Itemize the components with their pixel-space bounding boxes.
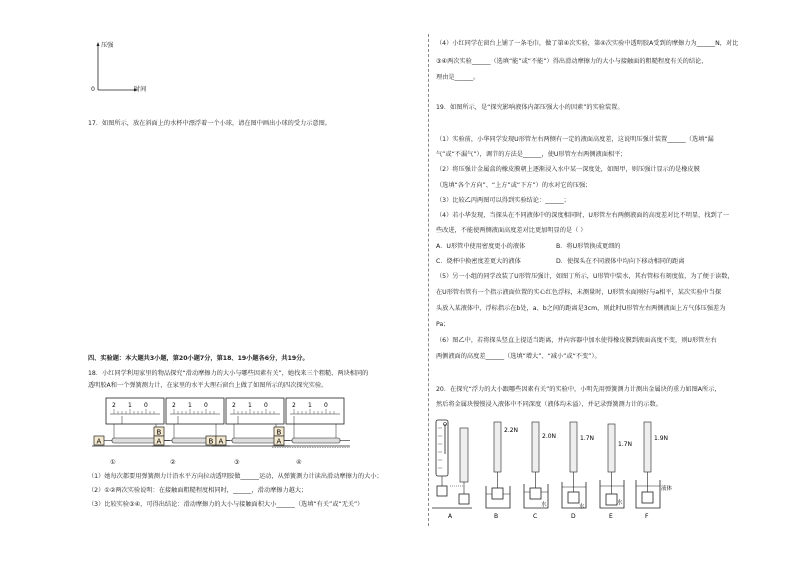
question-19-sub-5-line-1: （5）另一小组的同学改装了U形管压强计，如图丁所示，U形管中装水，其右管标有刻度值，为了便于读数， — [436, 273, 734, 280]
question-19-sub-1-line-2: 气”或“不漏气”），调节的方法是______，使U形管左右两侧液面相平； — [436, 151, 627, 158]
svg-text:0: 0 — [324, 402, 328, 409]
q20-setup-a — [432, 420, 472, 508]
svg-text:1: 1 — [248, 402, 252, 409]
q18-label-4: ④ — [296, 459, 302, 466]
question-19-intro: 19．如图所示，是“探究影响液体内部压强大小的因素”的实验装置。 — [436, 104, 624, 111]
y-axis-label: 压强 — [101, 42, 114, 49]
q20-label-f: F — [645, 513, 649, 520]
svg-text:2: 2 — [172, 402, 176, 409]
svg-text:2: 2 — [232, 402, 236, 409]
question-19-sub-1-line-1: （1）实验前，小华同学发现U形管左右两侧有一定的液面高度差，这说明压强计装置______（选填“漏 — [436, 136, 714, 143]
svg-text:0: 0 — [264, 402, 268, 409]
svg-text:B: B — [208, 437, 214, 446]
q20-water-d: 水 — [579, 504, 585, 510]
svg-text:A: A — [156, 437, 162, 446]
q20-reading-f: 1.9N — [654, 435, 669, 442]
question-18-sub-1: （1）她每次都要用弹簧测力计沿水平方向拉动透明胶做______运动，从弹簧测力计读出滑动摩擦力的大小； — [88, 473, 383, 480]
q18-figure-4 — [272, 394, 352, 458]
q20-setup-b — [486, 422, 510, 508]
tick-1: 1 — [128, 402, 132, 409]
svg-text:1: 1 — [308, 402, 312, 409]
svg-text:B: B — [156, 428, 162, 437]
svg-text:A: A — [276, 437, 282, 446]
q20-reading-b: 2.2N — [504, 427, 519, 434]
q20-liquid-f: 液体 — [661, 486, 673, 492]
svg-text:2: 2 — [292, 402, 296, 409]
q18-label-1: ① — [110, 459, 116, 466]
q20-label-d: D — [571, 513, 576, 520]
q20-setup-e — [600, 424, 624, 508]
q20-label-b: B — [494, 513, 499, 520]
tick-2: 2 — [112, 402, 116, 409]
question-20-intro-2: 然后将金属块慢慢浸入液体中不同深度（液体均未溢），并记录弹簧测力计的示数。 — [436, 401, 662, 408]
question-18-sub-4-line-1: （4）小红同学在窗台上铺了一条毛巾，做了第④次实验，第④次实验中透明胶A受到的摩擦力为______N，对比 — [436, 40, 739, 47]
column-divider — [428, 34, 429, 526]
question-19-sub-6-line-1: （6）图乙中，若将探头竖直上提适当距离，并向容器中加水使得橡皮膜到液面高度不变，则U形管左右 — [436, 337, 717, 344]
question-19-sub-3: （3）比较乙丙两图可以得到实验结论：______； — [436, 197, 570, 204]
question-19-sub-5-line-4: Pa； — [436, 321, 450, 328]
q20-water-c: 水 — [541, 502, 547, 508]
q20-reading-d: 1.7N — [580, 435, 595, 442]
block-a-label: A — [96, 437, 102, 446]
option-d: D．使探头在不同液体中均向下移动相同的距离 — [556, 258, 685, 265]
option-c: C．烧杯中换密度差更大的液体 — [436, 258, 521, 265]
question-18-sub-4-line-3: 理由是______。 — [436, 74, 480, 81]
question-19-sub-4-line-2: 些改进，不能使两侧液面高度差对比更加明显的是（ ） — [436, 227, 587, 234]
question-18-sub-2: （2）①②两次实验说明：在接触面粗糙程度相同时，______，滑动摩擦力越大； — [88, 487, 308, 494]
q20-reading-c: 2.0N — [542, 433, 557, 440]
question-18-intro-1: 18．小红同学利用家里的物品探究“滑动摩擦力的大小与哪些因素有关”，她找来三个粗糙、两块相同的 — [88, 370, 369, 377]
question-19-sub-4-line-1: （4）若小华发现，当探头在不同液体中的深度相同时，U形管左右两侧液面的高度差对比不明显，找到了一 — [436, 212, 730, 219]
q20-water-e: 水 — [617, 500, 623, 506]
q20-figure — [430, 414, 673, 520]
section-4-heading: 四、实验题：本大题共3小题，第20小题7分，第18、19小题各6分，共19分。 — [88, 355, 309, 362]
q18-label-3: ③ — [234, 459, 240, 466]
tick-0: 0 — [144, 402, 148, 409]
question-18-sub-4-line-2: ③④两次实验______（选填“能”或“不能”）得出滑动摩擦力的大小与接触面的粗糙程度有关的结论， — [436, 58, 708, 65]
q20-label-e: E — [609, 513, 613, 520]
svg-text:1: 1 — [188, 402, 192, 409]
y-axis-arrow — [97, 42, 100, 46]
question-18-sub-3: （3）比较实验③④，可得出结论：滑动摩擦力的大小与接触面积大小______（选填“有关”或“无关”） — [88, 501, 364, 508]
origin-label: 0 — [91, 86, 95, 93]
metal-block — [437, 486, 447, 496]
svg-text:B: B — [276, 428, 282, 437]
svg-text:0: 0 — [204, 402, 208, 409]
question-19-sub-2-line-2: （选填“各个方向”、“上方”或“下方”）的水对它的压强； — [436, 182, 592, 189]
option-b: B．将U形管换成更细的 — [556, 243, 621, 250]
question-19-sub-5-line-3: 头放入某液体中，浮标指示在b处，a、b之间的距离是3cm，则此时U形管左右两侧液面上方气体压强差为 — [436, 305, 726, 312]
q20-reading-e: 1.7N — [618, 441, 633, 448]
question-19-sub-5-line-2: 在U形管右管有一个指示液面位置的实心红色浮标，未测量时，U形管水面刚好与a相平，某次实验中当探 — [436, 289, 722, 296]
q18-label-2: ② — [170, 459, 176, 466]
svg-text:A: A — [218, 437, 224, 446]
question-20-intro-1: 20．在探究“浮力的大小跟哪些因素有关”的实验中，小明先用弹簧测力计测出金属块的重力如图A所示， — [436, 386, 721, 393]
x-axis-label: 时间 — [134, 86, 147, 93]
question-19-sub-2-line-1: （2）将压强计金属盒的橡皮膜朝上逐渐浸入水中某一深度处，如图甲，则压强计显示的是橡皮膜 — [436, 166, 700, 173]
option-a: A．U形管中使用密度更小的液体 — [436, 243, 526, 250]
question-17: 17．如图所示，放在斜面上的水杯中漂浮着一个小球，请在图中画出小球的受力示意图。 — [88, 120, 331, 127]
question-18-intro-2: 透明胶A和一个弹簧测力计，在家里的水平大理石窗台上做了如图所示的四次探究实验。 — [88, 382, 328, 389]
q20-label-a: A — [448, 513, 453, 520]
q20-label-c: C — [533, 513, 538, 520]
question-19-sub-6-line-2: 两侧液面的高度差______（选填“增大”、“减小”或“不变”）。 — [436, 353, 601, 360]
